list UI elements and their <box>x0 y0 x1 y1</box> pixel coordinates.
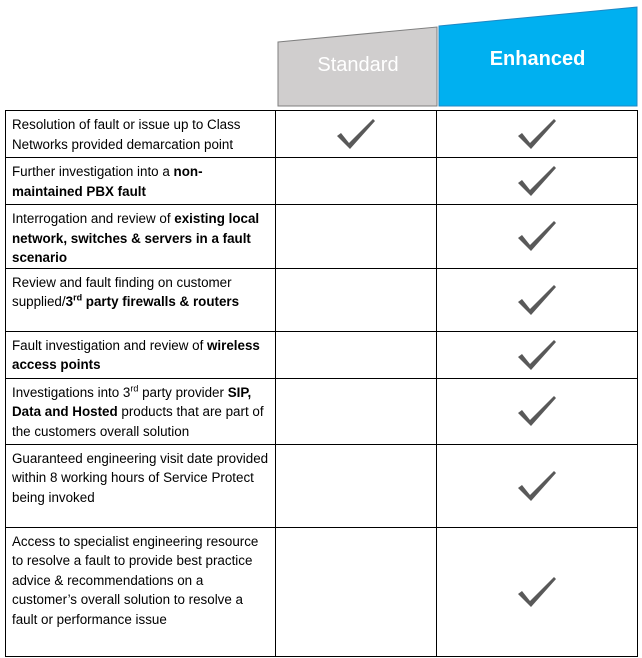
superscript-text: rd <box>130 383 139 394</box>
table-row <box>6 444 638 527</box>
checkmark-icon <box>516 163 558 199</box>
feature-description <box>6 205 276 269</box>
enhanced-cell <box>437 378 638 444</box>
enhanced-column-header: Enhanced <box>489 48 586 70</box>
enhanced-cell <box>437 527 638 656</box>
checkmark-icon <box>516 393 558 429</box>
feature-text: existing local network, switches & servers in a fault scenario <box>12 211 260 265</box>
table-row <box>6 331 638 378</box>
checkmark-icon <box>516 218 558 254</box>
feature-text: Investigations into 3 <box>12 384 131 400</box>
enhanced-cell <box>437 331 638 378</box>
feature-text: party provider <box>138 384 228 400</box>
feature-description <box>6 158 276 205</box>
feature-description <box>6 268 276 331</box>
feature-text: wireless access points <box>12 337 260 372</box>
feature-description <box>6 111 276 158</box>
standard-cell <box>276 378 437 444</box>
comparison-table <box>5 110 638 657</box>
checkmark-icon <box>516 282 558 318</box>
feature-text: Interrogation and review of <box>12 211 175 226</box>
standard-cell <box>276 268 437 331</box>
feature-text: Access to specialist engineering resource to resolve a fault to provide best practice advice & recommendations on a customer’s overall solution to resolve a fault or performance issue <box>12 533 259 627</box>
feature-text: Guaranteed engineering visit date provided within 8 working hours of Service Protect being invoked <box>12 450 269 505</box>
table-row <box>6 527 638 656</box>
enhanced-cell <box>437 444 638 527</box>
standard-column-header: Standard <box>317 54 399 76</box>
enhanced-cell <box>437 268 638 331</box>
table-row <box>6 268 638 331</box>
feature-description <box>6 527 276 656</box>
enhanced-cell <box>437 111 638 158</box>
feature-description <box>6 331 276 378</box>
standard-cell <box>276 444 437 527</box>
enhanced-cell <box>437 158 638 205</box>
feature-text: non-maintained PBX fault <box>12 164 203 199</box>
table-row <box>6 378 638 444</box>
feature-text: products that are part of the customers overall solution <box>12 404 264 439</box>
checkmark-icon <box>516 468 558 504</box>
table-row <box>6 158 638 205</box>
standard-cell <box>276 331 437 378</box>
feature-text: SIP, Data and Hosted <box>12 384 252 419</box>
checkmark-icon <box>516 337 558 373</box>
standard-cell <box>276 158 437 205</box>
standard-cell <box>276 205 437 269</box>
standard-cell <box>276 111 437 158</box>
checkmark-icon <box>516 574 558 610</box>
table-row <box>6 111 638 158</box>
standard-cell <box>276 527 437 656</box>
feature-text: party firewalls & routers <box>82 294 240 309</box>
feature-description <box>6 444 276 527</box>
feature-text: Further investigation into a <box>12 164 174 179</box>
feature-text: Review and fault finding on customer supplied/ <box>12 274 232 309</box>
table-row <box>6 205 638 269</box>
superscript-text: rd <box>73 292 83 303</box>
feature-text: Fault investigation and review of <box>12 337 208 353</box>
feature-description <box>6 378 276 444</box>
enhanced-cell <box>437 205 638 269</box>
feature-text: 3 <box>65 294 74 309</box>
checkmark-icon <box>516 116 558 152</box>
feature-text: Resolution of fault or issue up to Class Networks provided demarcation point <box>12 117 241 152</box>
checkmark-icon <box>335 116 377 152</box>
